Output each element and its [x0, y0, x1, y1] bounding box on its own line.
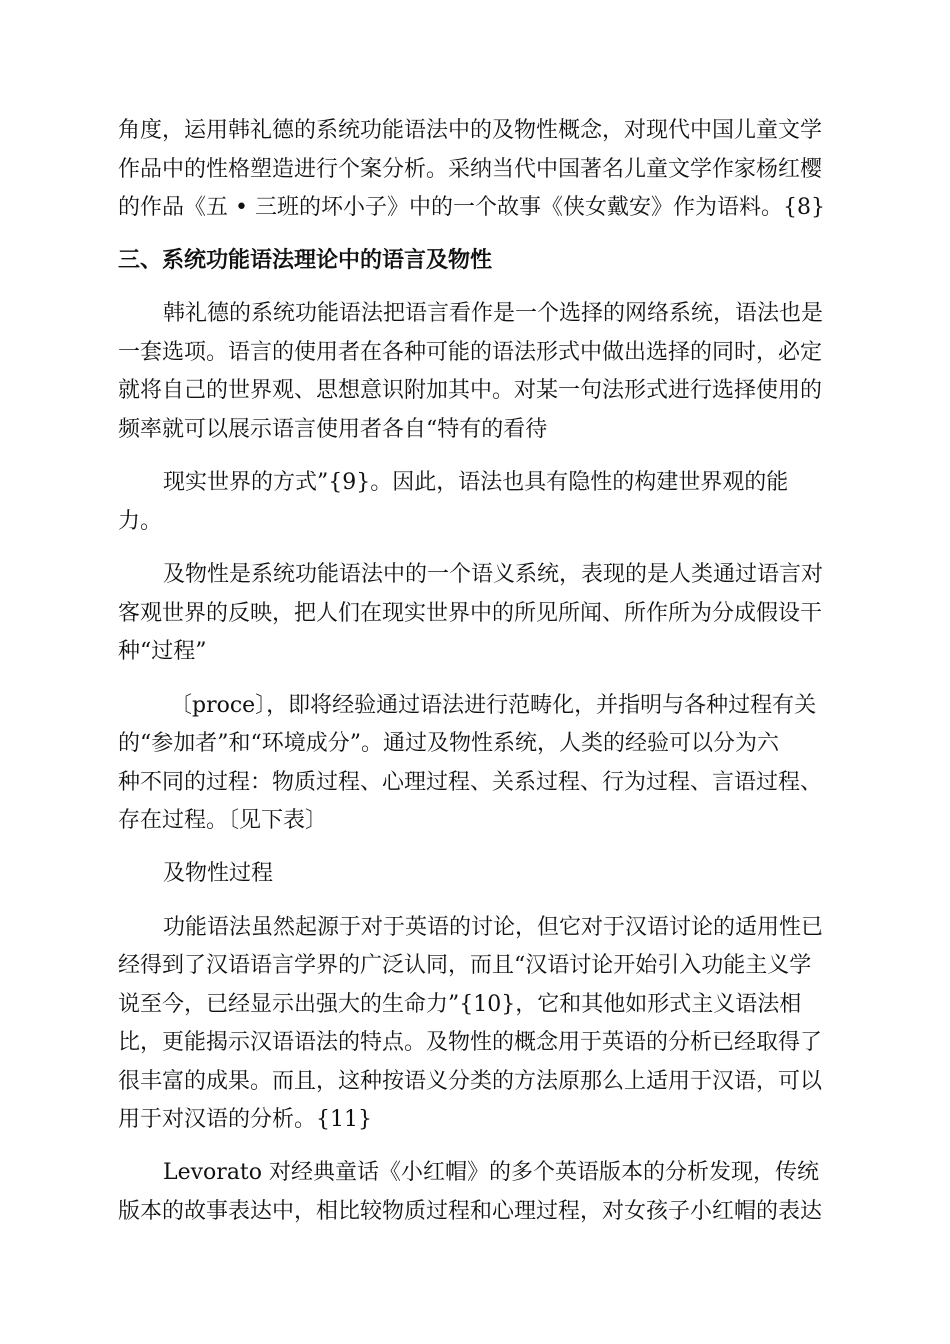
- text-line: 的“参加者”和“环境成分”。通过及物性系统，人类的经验可以分为六: [118, 731, 779, 756]
- text-line: 比，更能揭示汉语语法的特点。及物性的概念用于英语的分析已经取得了: [118, 1030, 823, 1055]
- text-line: 〔proce〕，即将经验通过语法进行范畴化，并指明与各种过程有关: [170, 693, 817, 718]
- text-line: 一套选项。语言的使用者在各种可能的语法形式中做出选择的同时，必定: [118, 340, 823, 365]
- text-line: 种不同的过程：物质过程、心理过程、关系过程、行为过程、言语过程、: [118, 770, 823, 795]
- text-line: 角度，运用韩礼德的系统功能语法中的及物性概念，对现代中国儿童文学: [118, 118, 823, 143]
- text-line: 作品中的性格塑造进行个案分析。采纳当代中国著名儿童文学作家杨红樱: [118, 157, 823, 182]
- table-caption: 及物性过程: [163, 861, 274, 886]
- text-line: 经得到了汉语语言学界的广泛认同，而且“汉语讨论开始引入功能主义学: [118, 953, 812, 978]
- text-line: 就将自己的世界观、思想意识附加其中。对某一句法形式进行选择使用的: [118, 378, 823, 403]
- text-line: 客观世界的反映，把人们在现实世界中的所见所闻、所作所为分成假设干: [118, 601, 823, 626]
- text-line: 频率就可以展示语言使用者各自“特有的看待: [118, 417, 548, 442]
- text-line: 的作品《五 • 三班的坏小子》中的一个故事《侠女戴安》作为语料。{8}: [118, 195, 825, 220]
- text-line: 种“过程”: [118, 639, 207, 664]
- text-line: 现实世界的方式”{9}。因此，语法也具有隐性的构建世界观的能: [163, 470, 789, 495]
- text-line: 及物性是系统功能语法中的一个语义系统，表现的是人类通过语言对: [163, 562, 824, 587]
- text-line: Levorato 对经典童话《小红帽》的多个英语版本的分析发现，传统: [163, 1160, 820, 1185]
- text-line: 力。: [118, 509, 163, 534]
- text-line: 韩礼德的系统功能语法把语言看作是一个选择的网络系统，语法也是: [163, 301, 824, 326]
- text-line: 版本的故事表达中，相比较物质过程和心理过程，对女孩子小红帽的表达: [118, 1199, 823, 1224]
- text-line: 功能语法虽然起源于对于英语的讨论，但它对于汉语讨论的适用性已: [163, 915, 824, 940]
- text-line: 用于对汉语的分析。{11}: [118, 1107, 372, 1132]
- text-line: 很丰富的成果。而且，这种按语义分类的方法原那么上适用于汉语，可以: [118, 1069, 823, 1094]
- text-line: 说至今，已经显示出强大的生命力”{10}，它和其他如形式主义语法相: [118, 992, 802, 1017]
- section-heading: 三、系统功能语法理论中的语言及物性: [118, 248, 493, 273]
- text-line: 存在过程。〔见下表〕: [118, 808, 328, 833]
